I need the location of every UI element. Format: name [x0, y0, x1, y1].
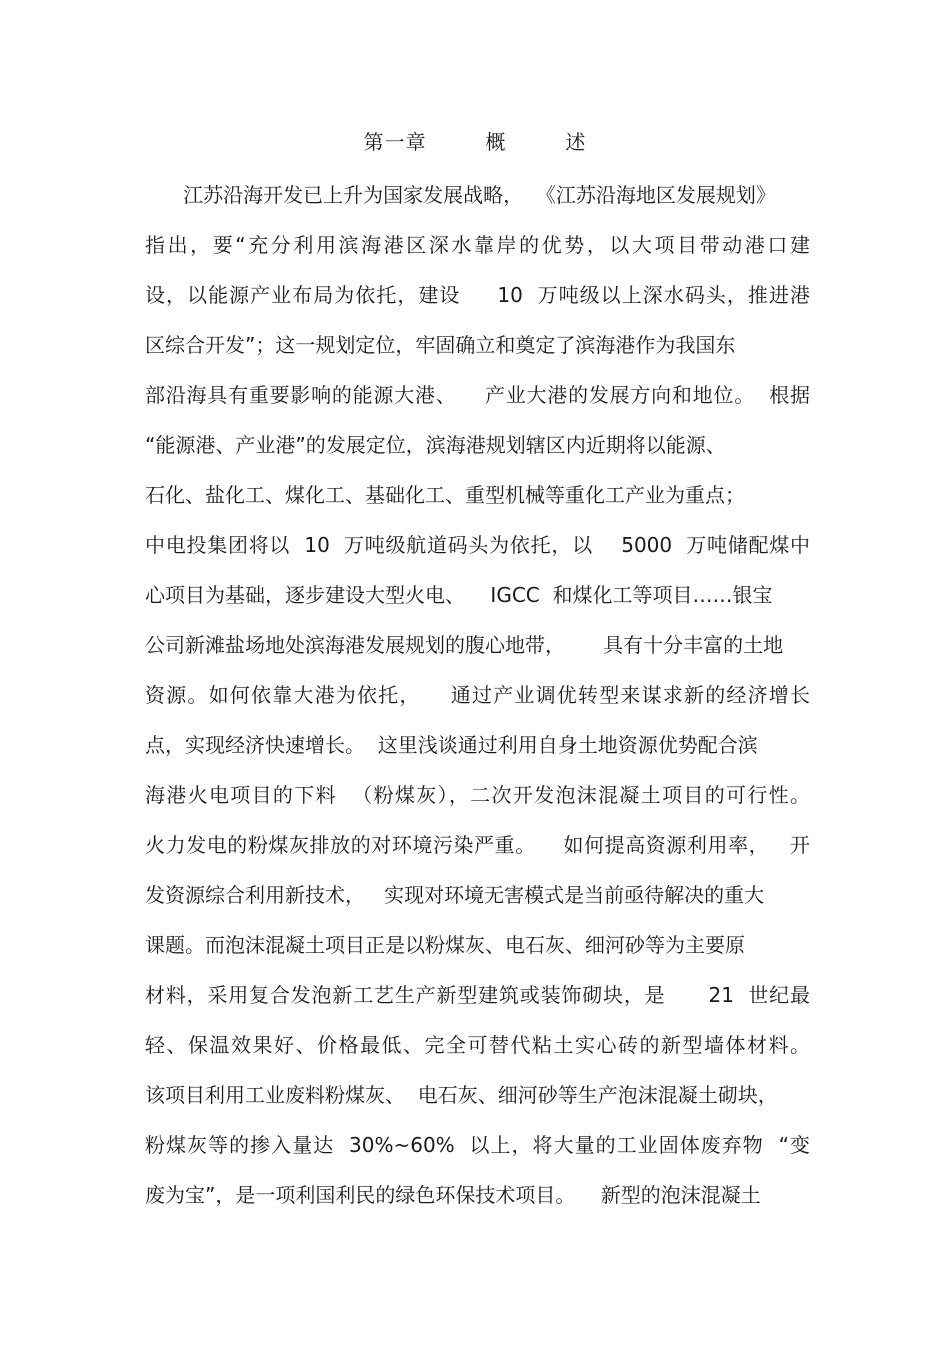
text-line: 废为宝”，是一项利国利民的绿色环保技术项目。 新型的泡沫混凝土: [145, 1183, 761, 1207]
text-line: 江苏沿海开发已上升为国家发展战略， 《江苏沿海地区发展规划》: [145, 183, 776, 207]
text-line: 资源。如何依靠大港为依托， 通过产业调优转型来谋求新的经济增长: [145, 683, 810, 707]
text-line: 石化、盐化工、煤化工、基础化工、重型机械等重化工产业为重点；: [145, 483, 745, 507]
text-line: “能源港、产业港”的发展定位，滨海港规划辖区内近期将以能源、: [145, 433, 726, 457]
text-line: 设，以能源产业布局为依托，建设 10 万吨级以上深水码头，推进港: [145, 283, 810, 307]
chapter-title: 第一章 概 述: [363, 130, 587, 154]
text-line: 中电投集团将以 10 万吨级航道码头为依托，以 5000 万吨储配煤中: [145, 533, 810, 557]
text-line: 部沿海具有重要影响的能源大港、 产业大港的发展方向和地位。 根据: [145, 383, 810, 407]
text-line: 材料，采用复合发泡新工艺生产新型建筑或装饰砌块，是 21 世纪最: [145, 983, 810, 1007]
text-line: 发资源综合利用新技术， 实现对环境无害模式是当前亟待解决的重大: [145, 883, 765, 907]
text-line: 心项目为基础，逐步建设大型火电、 IGCC 和煤化工等项目……银宝: [145, 583, 773, 607]
text-line: 火力发电的粉煤灰排放的对环境污染严重。 如何提高资源利用率， 开: [145, 833, 810, 857]
text-line: 海港火电项目的下料 （粉煤灰），二次开发泡沫混凝土项目的可行性。: [145, 783, 810, 807]
text-line: 粉煤灰等的掺入量达 30%~60% 以上，将大量的工业固体废弃物 “变: [145, 1133, 810, 1157]
text-line: 轻、保温效果好、价格最低、完全可替代粘土实心砖的新型墙体材料。: [145, 1033, 810, 1057]
text-line: 区综合开发”；这一规划定位，牢固确立和奠定了滨海港作为我国东: [145, 333, 736, 357]
text-line: 课题。而泡沫混凝土项目正是以粉煤灰、电石灰、细河砂等为主要原: [145, 933, 745, 957]
text-line: 指出，要“充分利用滨海港区深水靠岸的优势，以大项目带动港口建: [145, 233, 810, 257]
text-line: 该项目利用工业废料粉煤灰、 电石灰、细河砂等生产泡沫混凝土砌块，: [145, 1083, 778, 1107]
text-line: 公司新滩盐场地处滨海港发展规划的腹心地带， 具有十分丰富的土地: [145, 633, 784, 657]
body-text: [145, 180, 810, 1230]
text-line: 点，实现经济快速增长。 这里浅谈通过利用自身土地资源优势配合滨: [145, 733, 758, 757]
